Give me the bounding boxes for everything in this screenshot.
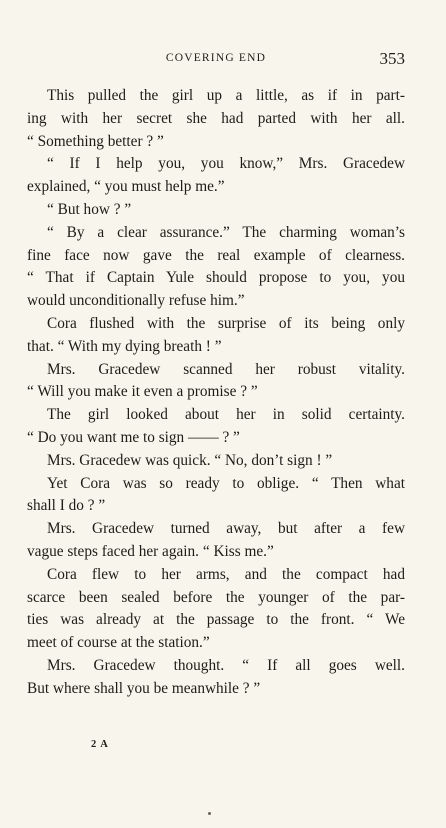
paper-speck: [208, 812, 211, 815]
text-line: ing with her secret she had parted with her all.: [27, 109, 405, 127]
running-head: [27, 49, 405, 72]
running-title: COVERING END: [165, 52, 267, 64]
text-line: Cora flew to her arms, and the compact had: [47, 565, 405, 583]
text-line: Mrs. Gracedew turned away, but after a few: [47, 520, 405, 538]
text-line: The girl looked about her in solid certainty.: [47, 406, 405, 424]
text-line: vague steps faced her again. “ Kiss me.”: [27, 542, 274, 560]
text-line: explained, “ you must help me.”: [27, 178, 225, 196]
text-line: But where shall you be meanwhile ? ”: [27, 679, 261, 697]
text-line: scarce been sealed before the younger of the par-: [27, 588, 405, 606]
signature-mark: 2 A: [91, 739, 109, 750]
text-line: Mrs. Gracedew was quick. “ No, don’t sign ! ”: [47, 451, 333, 469]
text-line: “ But how ? ”: [47, 200, 132, 218]
text-line: “ Something better ? ”: [27, 132, 164, 150]
text-line: Cora flushed with the surprise of its being only: [47, 314, 405, 332]
text-line: “ Will you make it even a promise ? ”: [27, 383, 258, 401]
text-line: ties was already at the passage to the front. “ We: [27, 611, 405, 629]
text-line: This pulled the girl up a little, as if in part-: [47, 87, 405, 104]
text-line: “ If I help you, you know,” Mrs. Gracedew: [47, 155, 405, 173]
page-number: 353: [379, 49, 405, 68]
text-line: “ Do you want me to sign —— ? ”: [27, 428, 240, 446]
text-line: meet of course at the station.”: [27, 634, 210, 652]
text-line: Yet Cora was so ready to oblige. “ Then what: [47, 474, 405, 492]
text-line: fine face now gave the real example of clearness.: [27, 246, 405, 264]
text-line: shall I do ? ”: [27, 497, 106, 515]
text-line: that. “ With my dying breath ! ”: [27, 337, 222, 355]
text-line: “ By a clear assurance.” The charming woman’s: [47, 223, 405, 241]
text-line: Mrs. Gracedew scanned her robust vitality.: [47, 360, 405, 378]
body-text: [27, 85, 405, 701]
text-line: would unconditionally refuse him.”: [27, 292, 245, 310]
text-line: Mrs. Gracedew thought. “ If all goes well.: [47, 656, 405, 674]
text-line: “ That if Captain Yule should propose to you, you: [27, 269, 405, 287]
